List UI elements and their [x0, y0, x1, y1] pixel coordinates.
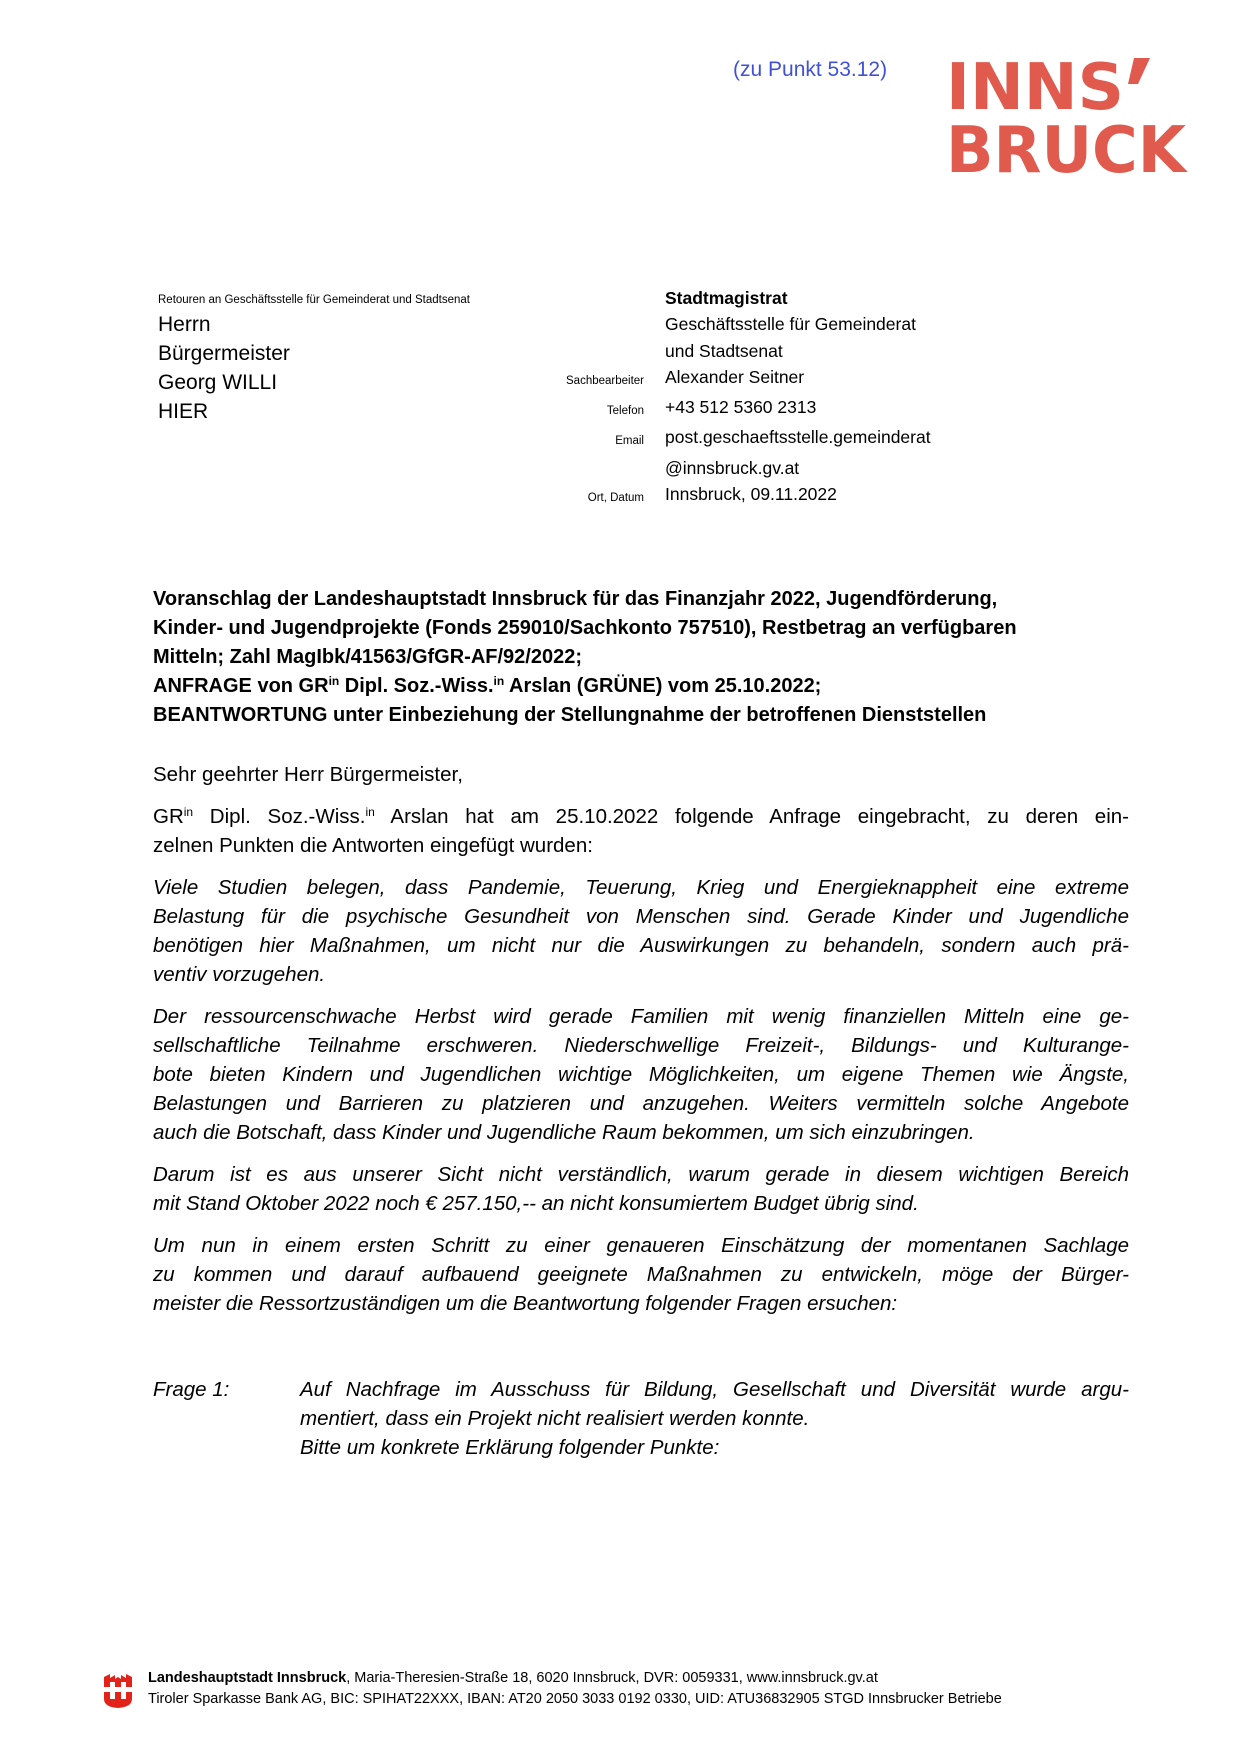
recipient-address	[158, 310, 290, 426]
place-date: Innsbruck, 09.11.2022	[665, 484, 837, 505]
sender-block	[520, 285, 965, 511]
phone-label: Telefon	[606, 405, 644, 418]
question-line: Bitte um konkrete Erklärung folgender Punkte:	[300, 1436, 720, 1459]
intro-line	[153, 802, 1129, 831]
inquiry-paragraph	[153, 1002, 1129, 1147]
superscript: in	[365, 805, 375, 819]
date-label: Ort, Datum	[587, 492, 644, 505]
email-address[interactable]: post.geschaeftsstelle.gemeinderat	[665, 427, 931, 448]
inquiry-paragraph	[153, 873, 1129, 989]
paragraph-line: benötigen hier Maßnahmen, um nicht nur die Auswirkungen zu behandeln, sondern auch prä-	[153, 934, 1129, 957]
email-label: Email	[615, 435, 644, 448]
svg-text:INNS: INNS	[946, 56, 1124, 125]
return-note: Retouren an Geschäftsstelle für Gemeinderat und Stadtsenat	[158, 294, 470, 306]
intro-text: Arslan hat am 25.10.2022 folgende Anfrage eingebracht, zu deren ein-	[374, 805, 1129, 828]
question-label: Frage 1:	[153, 1378, 230, 1401]
footer-address-line	[148, 1668, 1002, 1689]
innsbruck-logo	[946, 56, 1188, 174]
paragraph-line: zu kommen und darauf aufbauend geeignete Maßnahmen zu entwickeln, möge der Bürger-	[153, 1263, 1129, 1286]
recipient-line: Georg WILLI	[158, 371, 278, 394]
sender-org: Stadtmagistrat	[665, 288, 788, 308]
subject-line: Voranschlag der Landeshauptstadt Innsbruck für das Finanzjahr 2022, Jugendförderung,	[153, 588, 998, 610]
recipient-line: Bürgermeister	[158, 342, 290, 365]
intro-text: Dipl. Soz.-Wiss.	[193, 805, 366, 828]
inquiry-paragraph	[153, 1231, 1129, 1318]
footer-org: Landeshauptstadt Innsbruck	[148, 1670, 347, 1686]
subject-block	[153, 585, 1143, 730]
intro-line: zelnen Punkten die Antworten eingefügt wurden:	[153, 834, 593, 857]
inquiry-paragraphs	[153, 873, 1129, 1318]
paragraph-line: meister die Ressortzuständigen um die Beantwortung folgender Fragen ersuchen:	[153, 1292, 898, 1315]
letter-body	[153, 760, 1129, 1331]
paragraph-line: auch die Botschaft, dass Kinder und Jugendliche Raum bekommen, um sich einzubringen.	[153, 1121, 975, 1144]
superscript: in	[328, 674, 340, 688]
sender-dept: Geschäftsstelle für Gemeinderat	[665, 314, 916, 335]
footer	[148, 1668, 1002, 1710]
paragraph-line: Viele Studien belegen, dass Pandemie, Teuerung, Krieg und Energieknappheit eine extreme	[153, 876, 1129, 899]
question-text	[300, 1375, 1129, 1462]
question-line: mentiert, dass ein Projekt nicht realisiert werden konnte.	[300, 1407, 810, 1430]
paragraph-line: Belastung für die psychische Gesundheit von Menschen sind. Gerade Kinder und Jugendliche	[153, 905, 1129, 928]
intro-paragraph	[153, 802, 1129, 860]
svg-text:BRUCK: BRUCK	[946, 114, 1188, 174]
intro-text: GR	[153, 805, 184, 828]
footer-address: , Maria-Theresien-Straße 18, 6020 Innsbruck, DVR: 0059331, www.innsbruck.gv.at	[346, 1670, 878, 1686]
paragraph-line: Der ressourcenschwache Herbst wird gerade Familien mit wenig finanziellen Mitteln eine ge-	[153, 1005, 1129, 1028]
inquiry-paragraph	[153, 1160, 1129, 1218]
paragraph-line: mit Stand Oktober 2022 noch € 257.150,-- an nicht konsumiertem Budget übrig sind.	[153, 1192, 919, 1215]
email-address-domain[interactable]: @innsbruck.gv.at	[665, 457, 800, 478]
subject-line: Kinder- und Jugendprojekte (Fonds 259010/Sachkonto 757510), Restbetrag an verfügbaren	[153, 617, 1017, 639]
recipient-line: Herrn	[158, 313, 211, 336]
sender-dept: und Stadtsenat	[665, 340, 783, 361]
recipient-line: HIER	[158, 400, 209, 423]
paragraph-line: Um nun in einem ersten Schritt zu einer genaueren Einschätzung der momentanen Sachlage	[153, 1234, 1129, 1257]
superscript: in	[183, 805, 194, 819]
inquiry-text: ANFRAGE von GR	[153, 675, 329, 697]
superscript: in	[493, 674, 505, 688]
clerk-name: Alexander Seitner	[665, 366, 805, 387]
question-line: Auf Nachfrage im Ausschuss für Bildung, Gesellschaft und Diversität wurde argu-	[300, 1378, 1129, 1401]
inquiry-text: Arslan (GRÜNE) vom 25.10.2022;	[504, 675, 822, 697]
paragraph-line: sellschaftliche Teilnahme erschweren. Niederschwellige Freizeit-, Bildungs- und Kulturange-	[153, 1034, 1129, 1057]
salutation: Sehr geehrter Herr Bürgermeister,	[153, 763, 463, 786]
inquiry-line	[153, 672, 1143, 701]
inquiry-text: Dipl. Soz.-Wiss.	[339, 675, 494, 697]
paragraph-line: bote bieten Kindern und Jugendlichen wichtige Möglichkeiten, um eigene Themen wie Ängste,	[153, 1063, 1129, 1086]
coat-of-arms-icon	[103, 1673, 133, 1709]
clerk-label: Sachbearbeiter	[566, 374, 644, 387]
question-1	[153, 1375, 1129, 1462]
footer-bank-line: Tiroler Sparkasse Bank AG, BIC: SPIHAT22XXX, IBAN: AT20 2050 3033 0192 0330, UID: ATU36832905 STGD Innsbrucker Betriebe	[148, 1691, 1002, 1707]
subject-line: Mitteln; Zahl MagIbk/41563/GfGR-AF/92/2022;	[153, 646, 582, 668]
answer-line: BEANTWORTUNG unter Einbeziehung der Stellungnahme der betroffenen Dienststellen	[153, 704, 987, 726]
paragraph-line: ventiv vorzugehen.	[153, 963, 326, 986]
paragraph-line: Belastungen und Barrieren zu platzieren und anzugehen. Weiters vermitteln solche Angebote	[153, 1092, 1129, 1115]
agenda-reference: (zu Punkt 53.12)	[733, 58, 888, 81]
paragraph-line: Darum ist es aus unserer Sicht nicht verständlich, warum gerade in diesem wichtigen Bereich	[153, 1163, 1129, 1186]
phone-number[interactable]: +43 512 5360 2313	[665, 397, 817, 418]
